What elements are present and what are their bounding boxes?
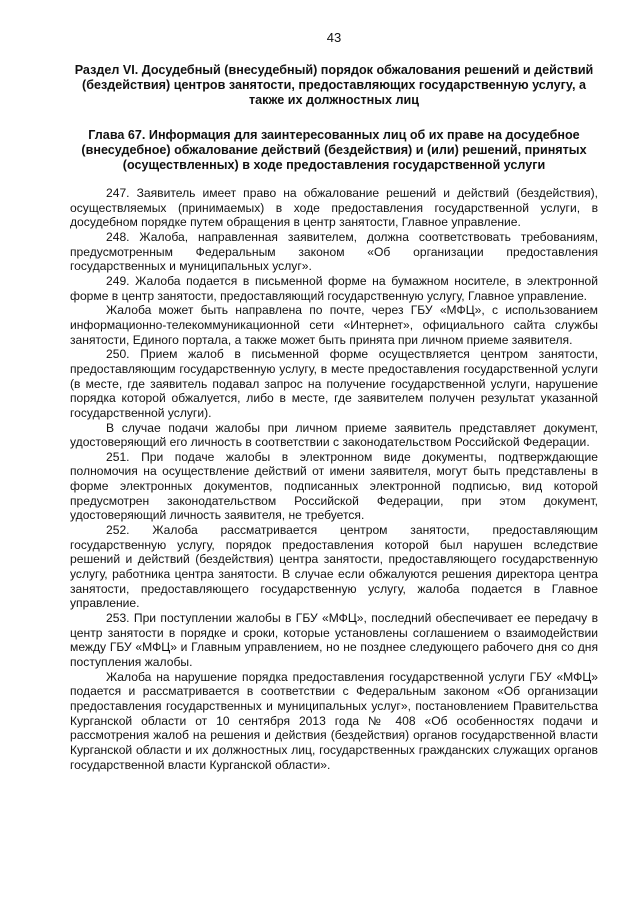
chapter-title: Глава 67. Информация для заинтересованных лиц об их праве на досудебное (внесудебное) обжалование действий (бездействия) и (или) решений, принятых (осуществленных) в ходе предоставления государственной услуги — [81, 128, 587, 172]
paragraph-250: 250. Прием жалоб в письменной форме осуществляется центром занятости, предоставляющим государственную услугу, в месте предоставления государственной услуги (в месте, где заявитель подавал запрос на получение государственной услуги, нарушение порядка которой обжалуется, либо в месте, где заявителем получен результат указанной государственной услуги). — [70, 347, 598, 420]
paragraph-248: 248. Жалоба, направленная заявителем, должна соответствовать требованиям, предусмотренным Федеральным законом «Об организации предоставления государственных и муниципальных услуг». — [70, 229, 598, 274]
paragraph-247: 247. Заявитель имеет право на обжалование решений и действий (бездействия), осуществляемых (принимаемых) в ходе предоставления государственной услуги, в досудебном порядке путем обращения в центр занятости, Главное управление. — [70, 186, 598, 230]
paragraph-249-mail: Жалоба может быть направлена по почте, через ГБУ «МФЦ», с использованием информационно-телекоммуникационной сети «Интернет», официального сайта службы занятости, Единого портала, а также может быть принята при личном приеме заявителя. — [70, 303, 598, 347]
page-number: 43 — [326, 30, 342, 45]
document-page — [70, 30, 598, 772]
paragraph-252: 252. Жалоба рассматривается центром занятости, предоставляющим государственную услугу, порядок предоставления которой был нарушен вследствие решений и действий (бездействия) центра занятости, предоставляющего государственную услугу, работника центра занятости. В случае если обжалуются решения директора центра занятости, предоставляющего государственную услугу, жалоба подается в Главное управление. — [70, 523, 598, 611]
section-title: Раздел VI. Досудебный (внесудебный) порядок обжалования решений и действий (бездействия) центров занятости, предоставляющих государственную услугу, а также их должностных лиц — [74, 63, 594, 107]
paragraph-250-personal: В случае подачи жалобы при личном приеме заявитель представляет документ, удостоверяющий его личность в соответствии с законодательством Российской Федерации. — [70, 420, 598, 450]
document-body — [70, 186, 598, 772]
paragraph-251: 251. При подаче жалобы в электронном виде документы, подтверждающие полномочия на осуществление действий от имени заявителя, могут быть представлены в форме электронных документов, подписанных электронной подписью, вид которой предусмотрен законодательством Российской Федерации, при этом документ, удостоверяющий личность заявителя, не требуется. — [70, 449, 598, 523]
paragraph-249: 249. Жалоба подается в письменной форме на бумажном носителе, в электронной форме в центр занятости, предоставляющий государственную услугу, Главное управление. — [70, 273, 598, 303]
paragraph-253: 253. При поступлении жалобы в ГБУ «МФЦ», последний обеспечивает ее передачу в центр занятости в порядке и сроки, которые установлены соглашением о взаимодействии между ГБУ «МФЦ» и Главным управлением, но не позднее следующего рабочего дня со дня поступления жалобы. — [70, 611, 598, 669]
paragraph-253-mfc: Жалоба на нарушение порядка предоставления государственной услуги ГБУ «МФЦ» подается и рассматривается в соответствии с Федеральным законом «Об организации предоставления государственных и муниципальных услуг», постановлением Правительства Курганской области от 10 сентября 2013 года № 408 «Об особенностях подачи и рассмотрения жалоб на решения и действия (бездействия) органов государственной власти Курганской области и их должностных лиц, государственных гражданских служащих органов государственной власти Курганской области». — [70, 669, 598, 772]
